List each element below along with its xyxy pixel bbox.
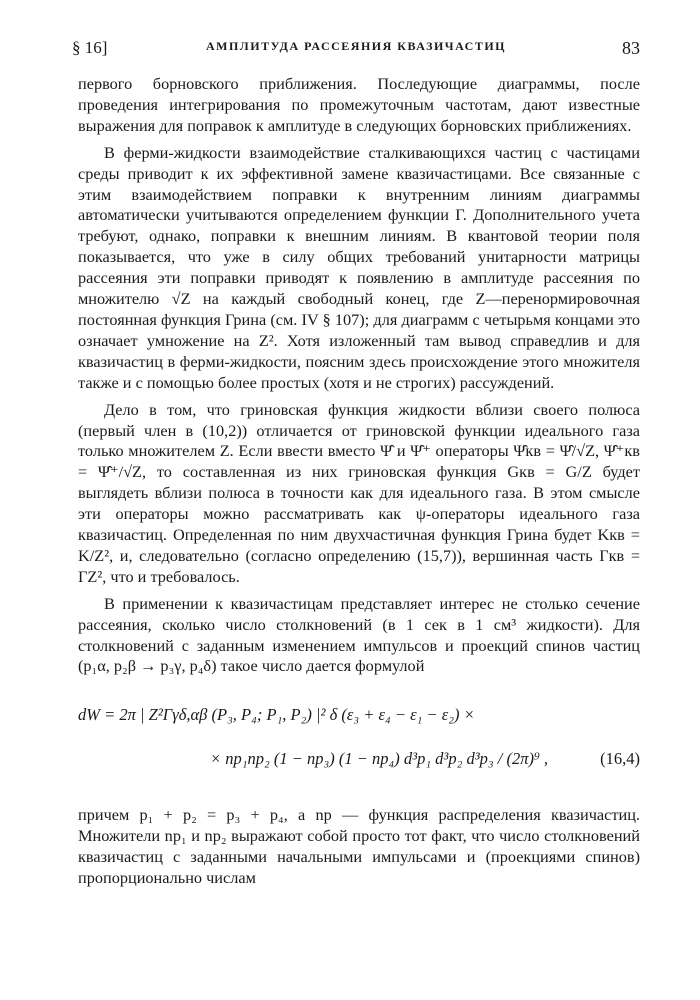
paragraph-continuation: первого борновского приближения. Последующие диаграммы, после проведения интегрирования по промежуточным частотам, дают известные выражения для поправок к амплитуде в следующих борновских приближениях. — [78, 74, 640, 135]
running-title: АМПЛИТУДА РАССЕЯНИЯ КВАЗИЧАСТИЦ — [205, 39, 507, 53]
paragraph-green-function: Дело в том, что гриновская функция жидкости вблизи своего полюса (первый член в (10,2)) отличается от гриновской функции идеального газа только множителем Z. Если ввести вместо Ψ̂ и Ψ̂⁺ операторы Ψ̂кв = Ψ̂/√Z, Ψ̂⁺кв = Ψ̂⁺/√Z, то составленная из них гриновская функция Gкв = G/Z будет выглядеть вблизи полюса в точности как для идеального газа. В этом смысле эти операторы можно рассматривать как ψ-операторы идеального газа квазичастиц. Определенная по ним двухчастичная функция Грина будет Kкв = K/Z², и, следовательно (согласно определению (15,7)), вершинная часть Гкв = ГZ², что и требовалось. — [78, 399, 640, 586]
equation-number: (16,4) — [600, 749, 640, 769]
equation-16-4 — [78, 695, 640, 783]
section-reference: § 16] — [72, 38, 108, 57]
page-number: 83 — [622, 38, 640, 58]
equation-line-2-wrapper — [78, 735, 640, 783]
body-text — [78, 74, 640, 889]
paragraph-fermi-liquid: В ферми-жидкости взаимодействие сталкивающихся частиц с частицами среды приводит к их эффективной замене квазичастицами. Все связанные с этим взаимодействием поправки к внутренним линиям диаграммы автоматически учитываются определением функции Г. Дополнительного учета требуют, однако, поправки к внешним линиям. В квантовой теории поля показывается, что уже в силу общих требований унитарности матрицы рассеяния эти поправки приводят к появлению в амплитуде рассеяния по множителю √Z на каждый свободный конец, где Z—перенормировочная постоянная функция Грина (см. IV § 107); для диаграмм с четырьмя концами это означает умножение на Z². Хотя изложенный там вывод справедлив и для квазичастиц в ферми-жидкости, поясним здесь происхождение этого множителя также и с помощью более простых (хотя и не строгих) рассуждений. — [78, 142, 640, 392]
equation-line-1: dW = 2π | Z²Γγδ,αβ (P₃, P₄; P₁, P₂) |² δ (ε₃ + ε₄ − ε₁ − ε₂) × — [78, 705, 475, 725]
equation-line-2: × np₁np₂ (1 − np₃) (1 − np₄) d³p₁ d³p₂ d³p₃ / (2π)⁹ , — [210, 749, 548, 769]
paragraph-after-formula: причем p₁ + p₂ = p₃ + p₄, а np — функция распределения квазичастиц. Множители np₁ и np₂ выражают собой просто тот факт, что число столкновений квазичастиц с заданными начальными импульсами и (проекциями спинов) пропорционально числам — [78, 805, 640, 888]
paragraph-collision-number: В применении к квазичастицам представляет интерес не столько сечение рассеяния, сколько число столкновений (в 1 сек в 1 см³ жидкости). Для столкновений с заданным изменением импульсов и проекций спинов частиц (p₁α, p₂β → p₃γ, p₄δ) такое число дается формулой — [78, 593, 640, 676]
running-header — [72, 38, 640, 62]
